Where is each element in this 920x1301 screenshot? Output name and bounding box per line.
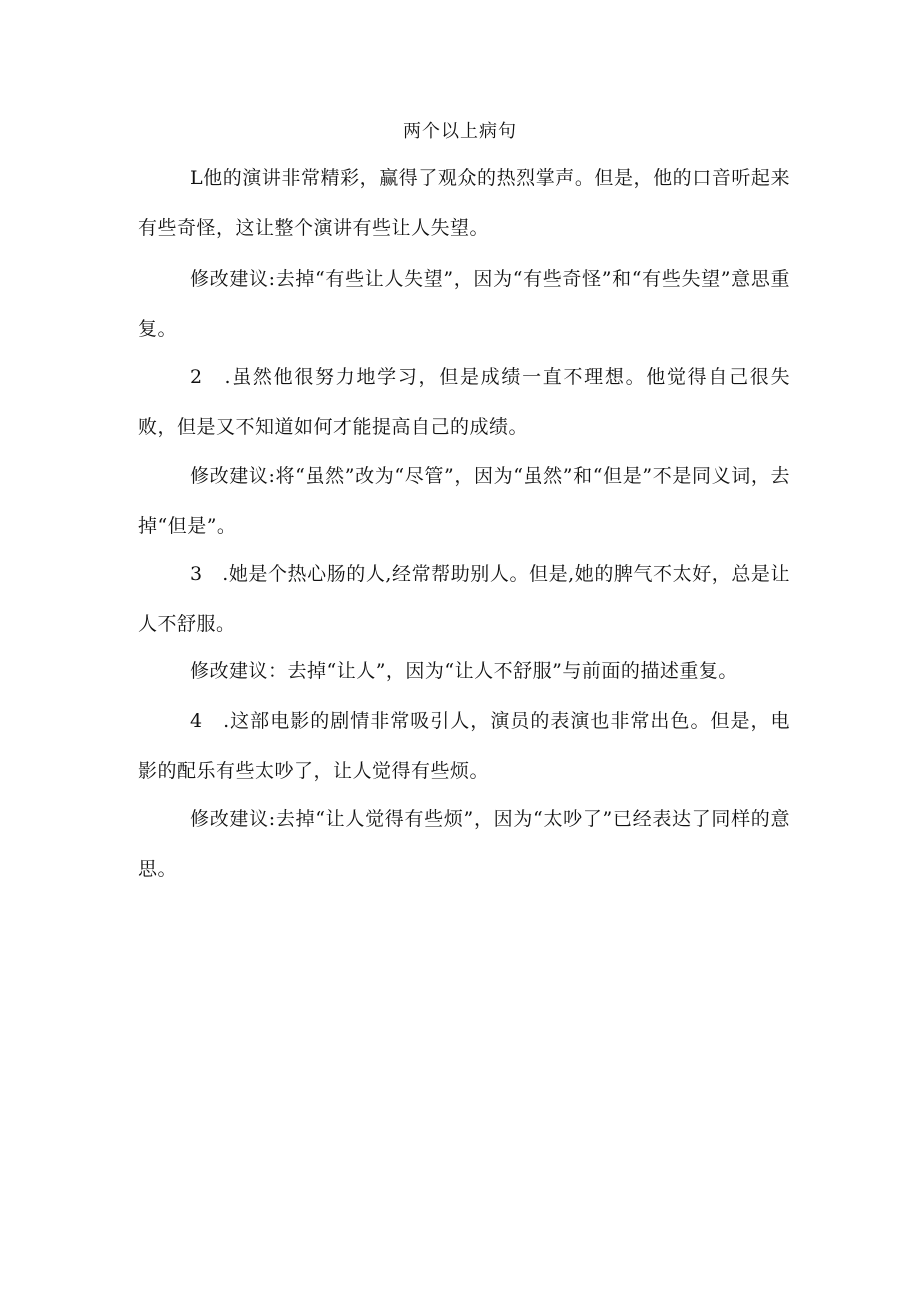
suggestion-1: 修改建议:去掉“有些让人失望”，因为“有些奇怪”和“有些失望”意思重复。	[138, 268, 790, 340]
document-title: 两个以上病句	[403, 121, 517, 142]
suggestion-3: 修改建议：去掉“让人”，因为“让人不舒服”与前面的描述重复。	[190, 660, 738, 682]
sentence-4: 4 .这部电影的剧情非常吸引人，演员的表演也非常出色。但是，电影的配乐有些太吵了，让人觉得有些烦。	[138, 710, 790, 782]
sentence-2: 2 .虽然他很努力地学习，但是成绩一直不理想。他觉得自己很失败，但是又不知道如何才能提高自己的成绩。	[138, 366, 790, 438]
suggestion-2: 修改建议:将“虽然”改为“尽管”，因为“虽然”和“但是”不是同义词，去掉“但是”。	[138, 465, 790, 537]
sentence-1: L他的演讲非常精彩，赢得了观众的热烈掌声。但是，他的口音听起来有些奇怪，这让整个演讲有些让人失望。	[138, 167, 790, 239]
sentence-3: 3 .她是个热心肠的人,经常帮助别人。但是,她的脾气不太好，总是让人不舒服。	[138, 563, 790, 635]
suggestion-4: 修改建议:去掉“让人觉得有些烦”，因为“太吵了”已经表达了同样的意思。	[138, 808, 790, 880]
